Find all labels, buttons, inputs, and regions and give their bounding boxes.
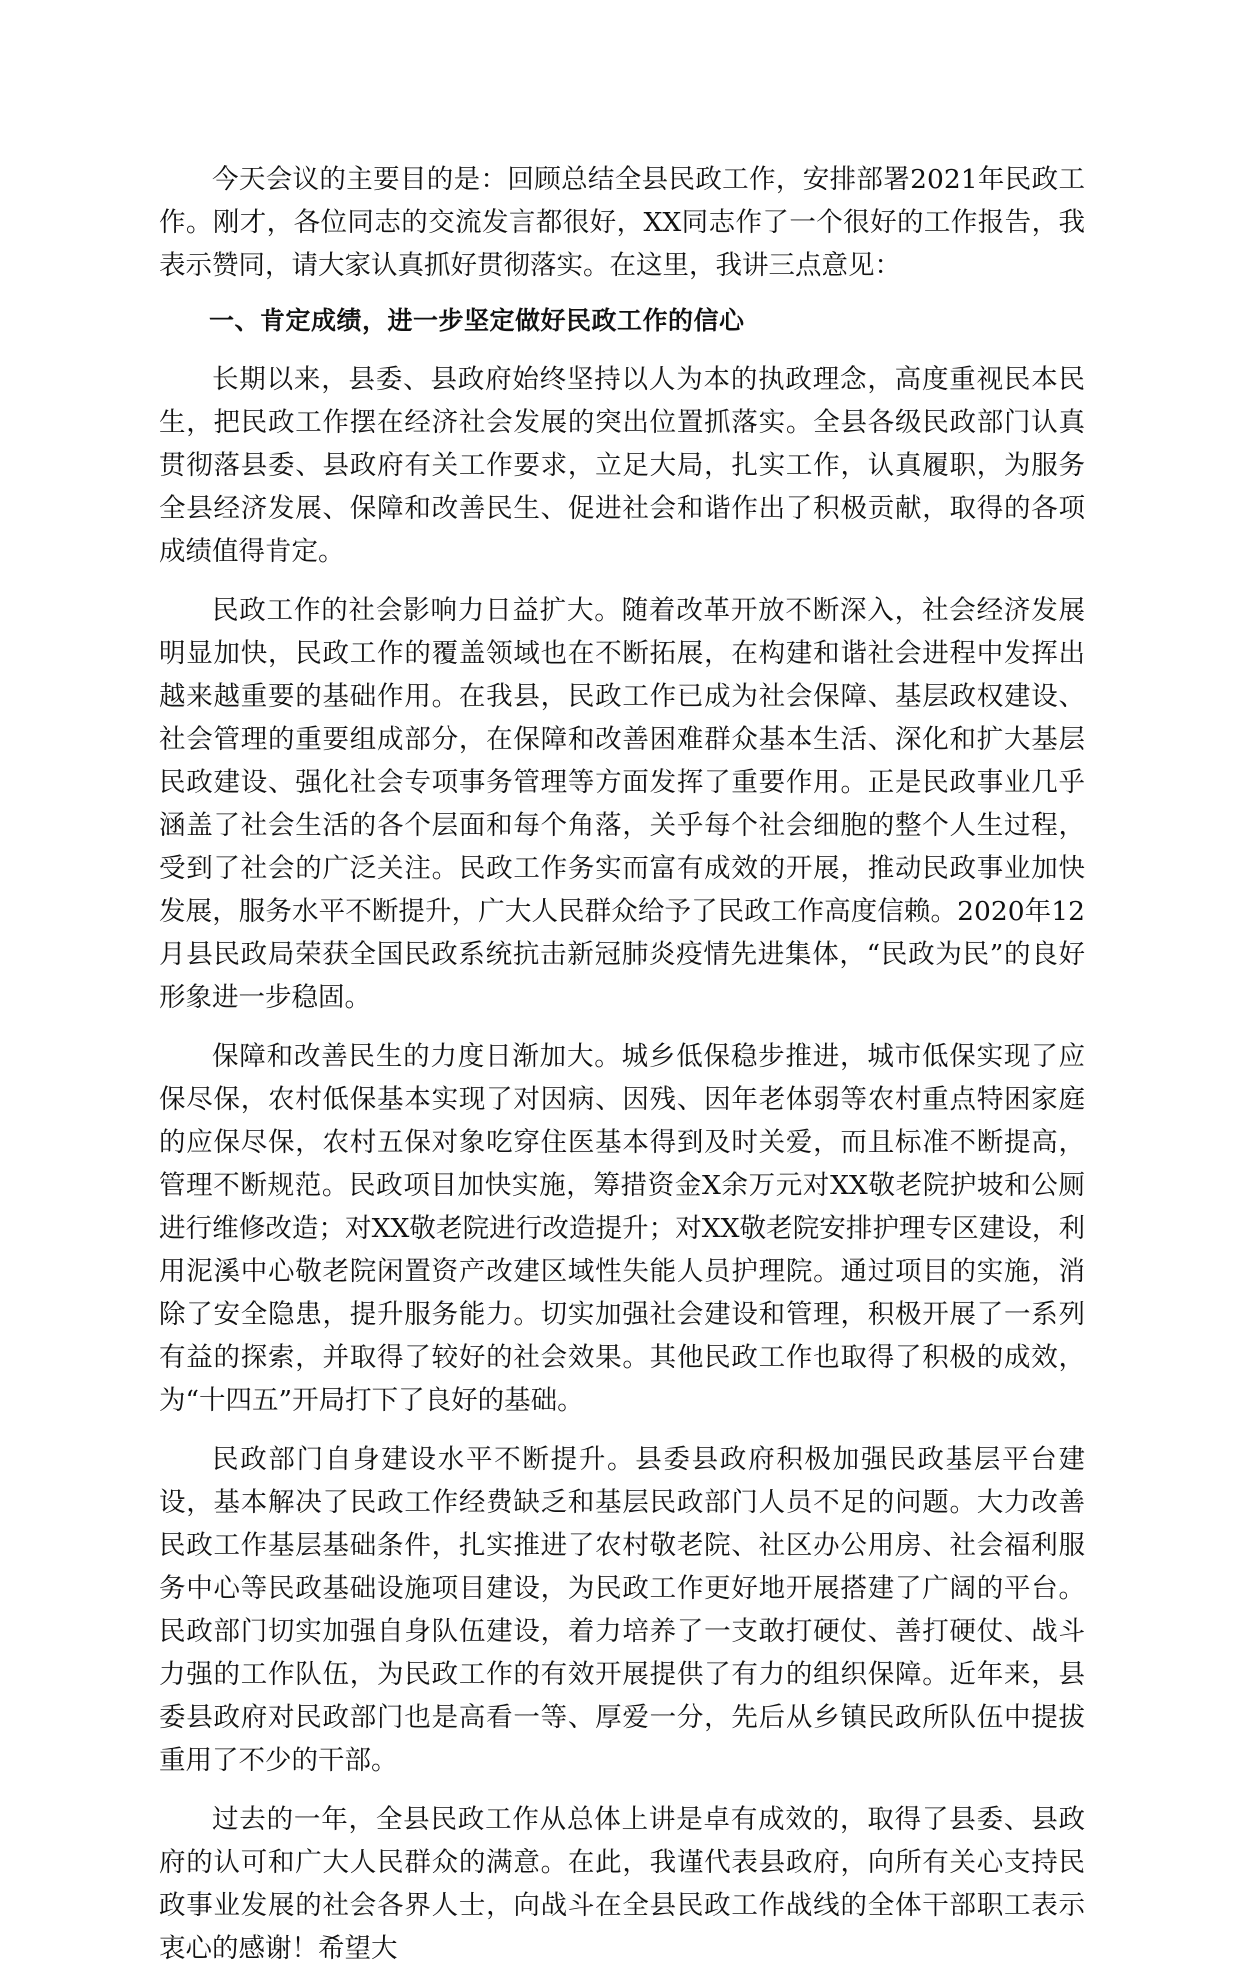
document-body	[159, 158, 1085, 1970]
body-paragraph: 民政部门自身建设水平不断提升。县委县政府积极加强民政基层平台建设，基本解决了民政工作经费缺乏和基层民政部门人员不足的问题。大力改善民政工作基层基础条件，扎实推进了农村敬老院、社区办公用房、社会福利服务中心等民政基础设施项目建设，为民政工作更好地开展搭建了广阔的平台。民政部门切实加强自身队伍建设，着力培养了一支敢打硬仗、善打硬仗、战斗力强的工作队伍，为民政工作的有效开展提供了有力的组织保障。近年来，县委县政府对民政部门也是高看一等、厚爱一分，先后从乡镇民政所队伍中提拔重用了不少的干部。	[159, 1444, 1085, 1776]
body-paragraph: 民政工作的社会影响力日益扩大。随着改革开放不断深入，社会经济发展明显加快，民政工作的覆盖领域也在不断拓展，在构建和谐社会进程中发挥出越来越重要的基础作用。在我县，民政工作已成为社会保障、基层政权建设、社会管理的重要组成部分，在保障和改善困难群众基本生活、深化和扩大基层民政建设、强化社会专项事务管理等方面发挥了重要作用。正是民政事业几乎涵盖了社会生活的各个层面和每个角落，关乎每个社会细胞的整个人生过程，受到了社会的广泛关注。民政工作务实而富有成效的开展，推动民政事业加快发展，服务水平不断提升，广大人民群众给予了民政工作高度信赖。2020年12月县民政局荣获全国民政系统抗击新冠肺炎疫情先进集体，“民政为民”的良好形象进一步稳固。	[159, 595, 1085, 1013]
body-paragraph: 保障和改善民生的力度日渐加大。城乡低保稳步推进，城市低保实现了应保尽保，农村低保基本实现了对因病、因残、因年老体弱等农村重点特困家庭的应保尽保，农村五保对象吃穿住医基本得到及时关爱，而且标准不断提高，管理不断规范。民政项目加快实施，筹措资金X余万元对XX敬老院护坡和公厕进行维修改造；对XX敬老院进行改造提升；对XX敬老院安排护理专区建设，利用泥溪中心敬老院闲置资产改建区域性失能人员护理院。通过项目的实施，消除了安全隐患，提升服务能力。切实加强社会建设和管理，积极开展了一系列有益的探索，并取得了较好的社会效果。其他民政工作也取得了积极的成效，为“十四五”开局打下了良好的基础。	[159, 1041, 1085, 1416]
intro-paragraph: 今天会议的主要目的是：回顾总结全县民政工作，安排部署2021年民政工作。刚才，各位同志的交流发言都很好，XX同志作了一个很好的工作报告，我表示赞同，请大家认真抓好贯彻落实。在这里，我讲三点意见：	[159, 164, 1085, 281]
body-paragraph: 长期以来，县委、县政府始终坚持以人为本的执政理念，高度重视民本民生，把民政工作摆在经济社会发展的突出位置抓落实。全县各级民政部门认真贯彻落县委、县政府有关工作要求，立足大局，扎实工作，认真履职，为服务全县经济发展、保障和改善民生、促进社会和谐作出了积极贡献，取得的各项成绩值得肯定。	[159, 364, 1085, 567]
section-heading: 一、肯定成绩，进一步坚定做好民政工作的信心	[209, 306, 745, 335]
body-paragraph: 过去的一年，全县民政工作从总体上讲是卓有成效的，取得了县委、县政府的认可和广大人民群众的满意。在此，我谨代表县政府，向所有关心支持民政事业发展的社会各界人士，向战斗在全县民政工作战线的全体干部职工表示衷心的感谢！希望大	[159, 1804, 1085, 1964]
